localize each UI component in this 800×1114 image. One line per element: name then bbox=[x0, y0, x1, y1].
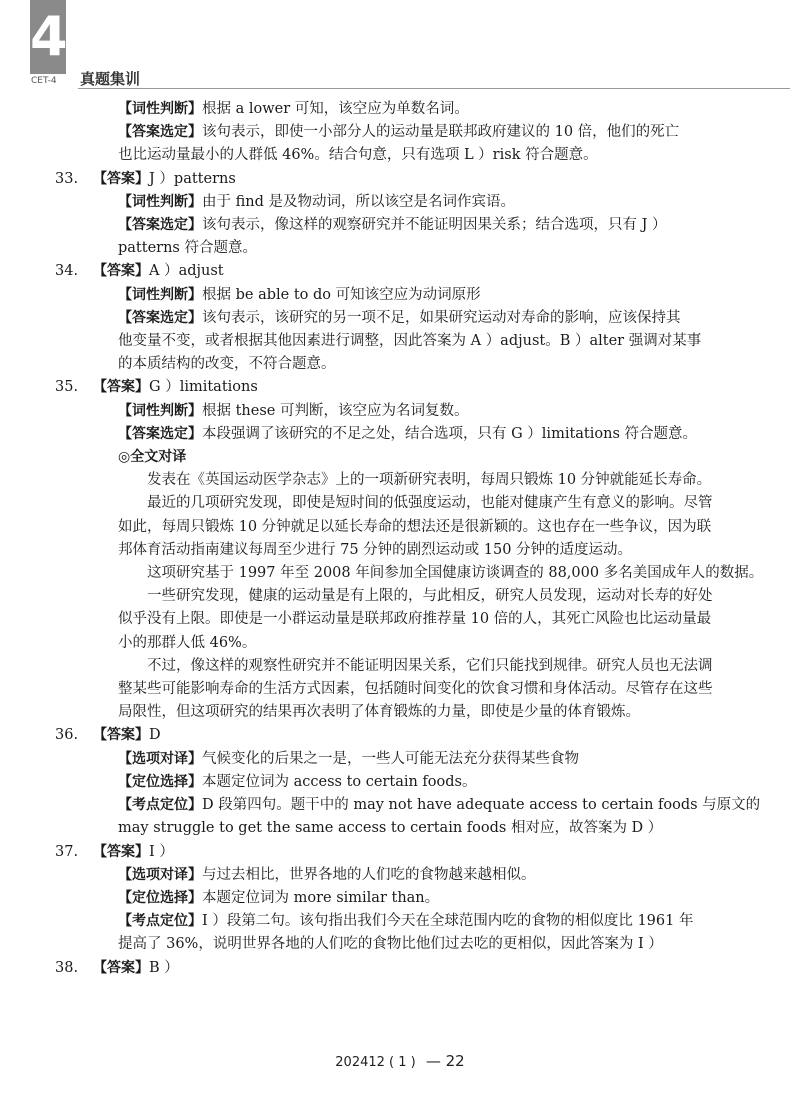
answer-label: 【答案】 bbox=[93, 843, 149, 860]
question-number: 34. bbox=[55, 263, 79, 280]
translation-paragraph-start: 不过，像这样的观察性研究并不能证明因果关系，它们只能找到规律。研究人员也无法调 bbox=[147, 657, 713, 674]
explanation-label: 【词性判断】 bbox=[118, 193, 202, 210]
explanation-text: 根据 be able to do 可知该空应为动词原形 bbox=[202, 286, 481, 303]
issue-code: 202412 ( 1 ) bbox=[335, 1055, 416, 1070]
answer-label: 【答案】 bbox=[93, 727, 149, 744]
explanation-line bbox=[80, 864, 770, 887]
explanation-text: 本段强调了该研究的不足之处，结合选项，只有 G ）limitations 符合题意。 bbox=[202, 425, 698, 442]
explanation-line bbox=[80, 191, 770, 214]
explanation-line bbox=[80, 121, 770, 144]
explanation-line bbox=[80, 771, 770, 794]
explanation-text: 该句表示，该研究的另一项不足，如果研究运动对寿命的影响，应该保持其 bbox=[202, 309, 681, 326]
explanation-text: 与过去相比，世界各地的人们吃的食物越来越相似。 bbox=[202, 866, 536, 883]
answer-line bbox=[55, 376, 770, 399]
explanation-label: 【词性判断】 bbox=[118, 402, 202, 419]
explanation-text: 本题定位词为 more similar than。 bbox=[202, 889, 440, 906]
continuation-line: 似乎没有上限。即使是一小群运动量是联邦政府推荐量 10 倍的人，其死亡风险也比运动量最 bbox=[118, 611, 712, 628]
answer-text: I ） bbox=[149, 843, 174, 860]
page-number: — 22 bbox=[425, 1052, 465, 1070]
answer-text: A ）adjust bbox=[149, 263, 224, 280]
translation-paragraph-start: 这项研究基于 1997 年至 2008 年间参加全国健康访谈调查的 88,000 多名美国成年人的数据。 bbox=[147, 565, 764, 582]
question-number: 38. bbox=[55, 959, 79, 976]
answer-text: B ） bbox=[149, 959, 179, 976]
explanation-line bbox=[80, 910, 770, 933]
question-number: 37. bbox=[55, 843, 79, 860]
explanation-text: 根据 these 可判断，该空应为名词复数。 bbox=[202, 402, 469, 419]
explanation-line bbox=[80, 98, 770, 121]
answer-label: 【答案】 bbox=[93, 959, 149, 976]
explanation-label: 【答案选定】 bbox=[118, 309, 202, 326]
explanation-label: 【考点定位】 bbox=[118, 797, 202, 814]
answer-line bbox=[55, 957, 770, 980]
answer-text: J ）patterns bbox=[149, 170, 236, 187]
question-number: 35. bbox=[55, 379, 79, 396]
cet-label: CET-4 bbox=[31, 76, 57, 86]
answer-label: 【答案】 bbox=[93, 379, 149, 396]
page-header bbox=[30, 0, 790, 90]
explanation-label: 【选项对译】 bbox=[118, 866, 202, 883]
continuation-line: 局限性，但这项研究的结果再次表明了体育锻炼的力量，即使是少量的体育锻炼。 bbox=[118, 704, 640, 721]
continuation-line: patterns 符合题意。 bbox=[118, 240, 257, 257]
explanation-text: I ）段第二句。该句指出我们今天在全球范围内吃的食物的相似度比 1961 年 bbox=[202, 913, 694, 930]
section-title: 真题集训 bbox=[80, 70, 141, 88]
answer-label: 【答案】 bbox=[93, 170, 149, 187]
answer-label: 【答案】 bbox=[93, 263, 149, 280]
explanation-text: D 段第四句。题干中的 may not have adequate access to certain foods 与原文的 bbox=[202, 797, 761, 814]
explanation-text: 本题定位词为 access to certain foods。 bbox=[202, 773, 477, 790]
answer-line bbox=[55, 724, 770, 747]
explanation-label: 【词性判断】 bbox=[118, 286, 202, 303]
explanation-line bbox=[80, 214, 770, 237]
explanation-text: 该句表示，即使一小部分人的运动量是联邦政府建议的 10 倍，他们的死亡 bbox=[202, 124, 680, 141]
header-rule bbox=[78, 88, 790, 89]
answer-text: D bbox=[149, 727, 161, 744]
translation-paragraph-start: 最近的几项研究发现，即使是短时间的低强度运动，也能对健康产生有意义的影响。尽管 bbox=[147, 495, 713, 512]
answer-line bbox=[55, 168, 770, 191]
explanation-text: 根据 a lower 可知，该空应为单数名词。 bbox=[202, 101, 469, 117]
answer-line bbox=[55, 260, 770, 283]
explanation-label: 【词性判断】 bbox=[118, 101, 202, 117]
unit-badge: 4 bbox=[30, 0, 66, 74]
explanation-label: 【定位选择】 bbox=[118, 773, 202, 790]
answer-text: G ）limitations bbox=[149, 379, 258, 396]
continuation-line: 提高了 36%，说明世界各地的人们吃的食物比他们过去吃的更相似，因此答案为 I ） bbox=[118, 936, 663, 953]
continuation-line: 的本质结构的改变，不符合题意。 bbox=[118, 356, 336, 373]
question-number: 36. bbox=[55, 727, 79, 744]
explanation-line bbox=[80, 887, 770, 910]
continuation-line: 也比运动量最小的人群低 46%。结合句意，只有选项 L ）risk 符合题意。 bbox=[118, 147, 598, 164]
continuation-line: 邦体育活动指南建议每周至少进行 75 分钟的剧烈运动或 150 分钟的适度运动。 bbox=[118, 541, 633, 558]
explanation-line bbox=[80, 794, 770, 817]
explanation-text: 气候变化的后果之一是，一些人可能无法充分获得某些食物 bbox=[202, 750, 579, 767]
translation-paragraph-start: 一些研究发现，健康的运动量是有上限的，与此相反，研究人员发现，运动对长寿的好处 bbox=[147, 588, 713, 605]
explanation-line bbox=[80, 423, 770, 446]
answer-line bbox=[55, 841, 770, 864]
translation-heading: ◎全文对译 bbox=[118, 449, 187, 466]
explanation-label: 【答案选定】 bbox=[118, 124, 202, 141]
explanation-line bbox=[80, 748, 770, 771]
explanation-line bbox=[80, 400, 770, 423]
explanation-label: 【答案选定】 bbox=[118, 425, 202, 442]
continuation-line: 整某些可能影响寿命的生活方式因素，包括随时间变化的饮食习惯和身体活动。尽管存在这些 bbox=[118, 681, 713, 698]
explanation-label: 【答案选定】 bbox=[118, 217, 202, 234]
explanation-text: 由于 find 是及物动词，所以该空是名词作宾语。 bbox=[202, 193, 516, 210]
explanation-line bbox=[80, 307, 770, 330]
page-footer bbox=[0, 1052, 800, 1070]
continuation-line: 如此，每周只锻炼 10 分钟就足以延长寿命的想法还是很新颖的。这也存在一些争议，因为联 bbox=[118, 518, 712, 535]
continuation-line: may struggle to get the same access to certain foods 相对应，故答案为 D ） bbox=[118, 820, 663, 837]
explanation-label: 【考点定位】 bbox=[118, 913, 202, 930]
explanation-text: 该句表示，像这样的观察研究并不能证明因果关系；结合选项，只有 J ） bbox=[202, 217, 667, 234]
explanation-line bbox=[80, 284, 770, 307]
explanation-label: 【选项对译】 bbox=[118, 750, 202, 767]
explanation-label: 【定位选择】 bbox=[118, 889, 202, 906]
answer-explanations bbox=[55, 98, 770, 980]
continuation-line: 他变量不变，或者根据其他因素进行调整，因此答案为 A ）adjust。B ）alter 强调对某事 bbox=[118, 333, 702, 350]
translation-paragraph-start: 发表在《英国运动医学杂志》上的一项新研究表明，每周只锻炼 10 分钟就能延长寿命。 bbox=[147, 472, 712, 489]
continuation-line: 小的那群人低 46%。 bbox=[118, 634, 257, 651]
question-number: 33. bbox=[55, 170, 79, 187]
